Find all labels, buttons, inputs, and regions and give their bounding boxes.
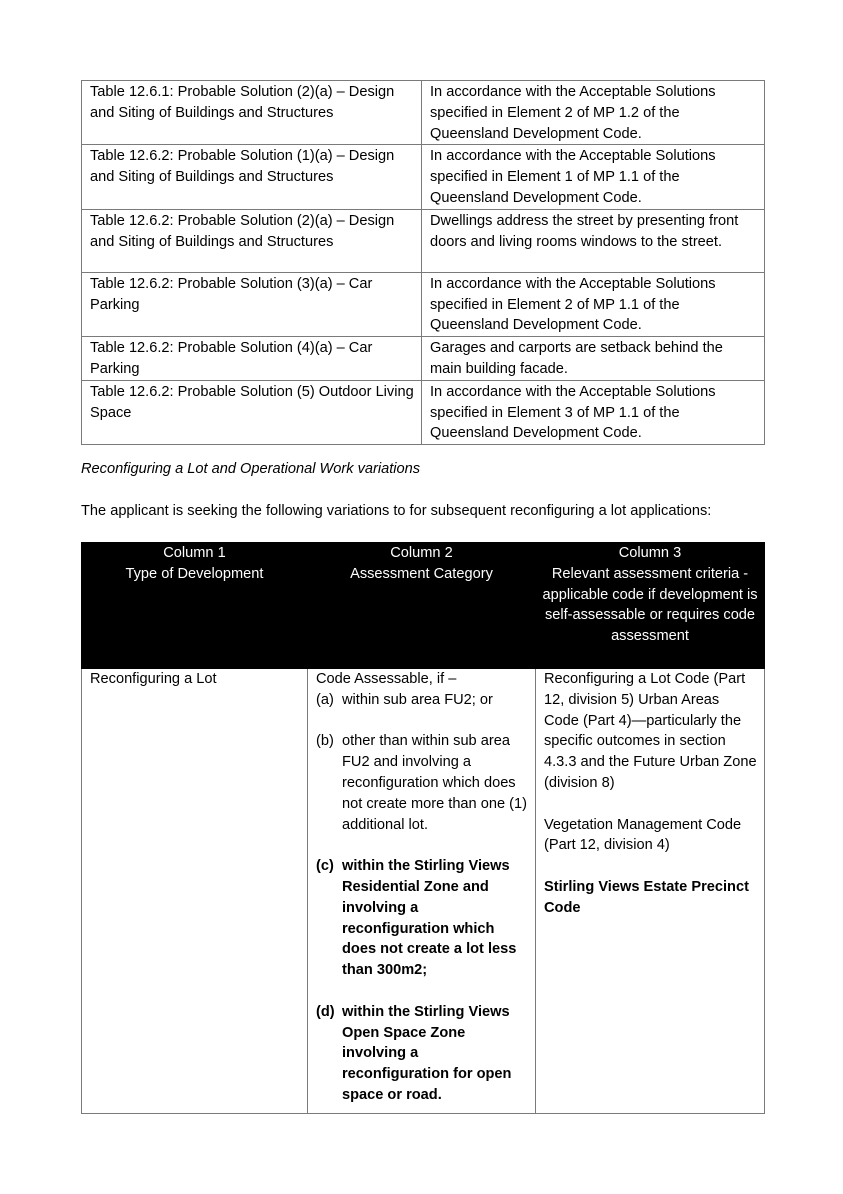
column-header-1 [82, 543, 308, 669]
condition-item [316, 1002, 529, 1106]
variations-table [81, 542, 765, 1114]
section-heading: Reconfiguring a Lot and Operational Work variations [81, 461, 421, 477]
condition-label: (b) [316, 733, 334, 750]
criteria-text: Reconfiguring a Lot Code (Part 12, division 5) Urban Areas Code (Part 4)—particularly the specific outcomes in section 4.3.3 and the Future Urban Zone (division 8) [544, 671, 757, 791]
condition-text: within the Stirling Views Open Space Zone involving a reconfiguration for open space or road. [342, 1003, 512, 1103]
condition-item [316, 690, 529, 711]
condition-text: other than within sub area FU2 and involving a reconfiguration which does not create more than one (1) additional lot. [342, 733, 527, 833]
development-type-cell: Reconfiguring a Lot [82, 669, 308, 1114]
solution-reference: Table 12.6.2: Probable Solution (1)(a) – Design and Siting of Buildings and Structures [82, 145, 422, 209]
condition-label: (c) [316, 858, 334, 875]
table-row [82, 209, 765, 272]
table-row [82, 272, 765, 336]
condition-label: (d) [316, 1003, 335, 1020]
assessment-category-cell [308, 669, 536, 1114]
condition-item [316, 856, 529, 981]
intro-paragraph: The applicant is seeking the following variations to for subsequent reconfiguring a lot applications: [81, 503, 712, 519]
criteria-text: Vegetation Management Code (Part 12, division 4) [544, 816, 742, 854]
condition-label: (a) [316, 691, 334, 708]
column-header-title: Type of Development [125, 565, 264, 582]
category-intro: Code Assessable, if – [316, 671, 457, 687]
criteria-text: Stirling Views Estate Precinct Code [544, 878, 749, 916]
assessment-criteria-cell [536, 669, 765, 1114]
table-row [82, 380, 765, 444]
solution-reference: Table 12.6.2: Probable Solution (5) Outdoor Living Space [82, 380, 422, 444]
column-header-2 [308, 543, 536, 669]
condition-item [316, 731, 529, 835]
solution-description: Garages and carports are setback behind the main building facade. [422, 337, 765, 381]
condition-text: within sub area FU2; or [342, 691, 493, 708]
table-row [82, 669, 765, 1114]
solution-description: In accordance with the Acceptable Solutions specified in Element 3 of MP 1.1 of the Queensland Development Code. [422, 380, 765, 444]
solution-reference: Table 12.6.2: Probable Solution (4)(a) – Car Parking [82, 337, 422, 381]
probable-solutions-table [81, 80, 765, 445]
solution-description: Dwellings address the street by presenting front doors and living rooms windows to the street. [422, 209, 765, 272]
solution-description: In accordance with the Acceptable Solutions specified in Element 1 of MP 1.1 of the Queensland Development Code. [422, 145, 765, 209]
table-row [82, 145, 765, 209]
column-header-number: Column 2 [390, 545, 453, 561]
column-header-number: Column 1 [163, 545, 226, 561]
condition-text: within the Stirling Views Residential Zone and involving a reconfiguration which does not create a lot less than 300m2; [342, 858, 517, 979]
column-header-title: Assessment Category [350, 565, 493, 582]
solution-reference: Table 12.6.2: Probable Solution (3)(a) – Car Parking [82, 272, 422, 336]
column-header-number: Column 3 [618, 545, 682, 561]
solution-reference: Table 12.6.1: Probable Solution (2)(a) – Design and Siting of Buildings and Structures [82, 81, 422, 145]
solution-reference: Table 12.6.2: Probable Solution (2)(a) – Design and Siting of Buildings and Structures [82, 209, 422, 272]
table-row [82, 337, 765, 381]
column-header-3 [536, 543, 765, 669]
solution-description: In accordance with the Acceptable Solutions specified in Element 2 of MP 1.1 of the Queensland Development Code. [422, 272, 765, 336]
column-header-title: Relevant assessment criteria - applicable code if development is self-assessable or requires code assessment [542, 565, 758, 645]
solution-description: In accordance with the Acceptable Solutions specified in Element 2 of MP 1.2 of the Queensland Development Code. [422, 81, 765, 145]
table-header-row [82, 543, 765, 669]
table-row [82, 81, 765, 145]
